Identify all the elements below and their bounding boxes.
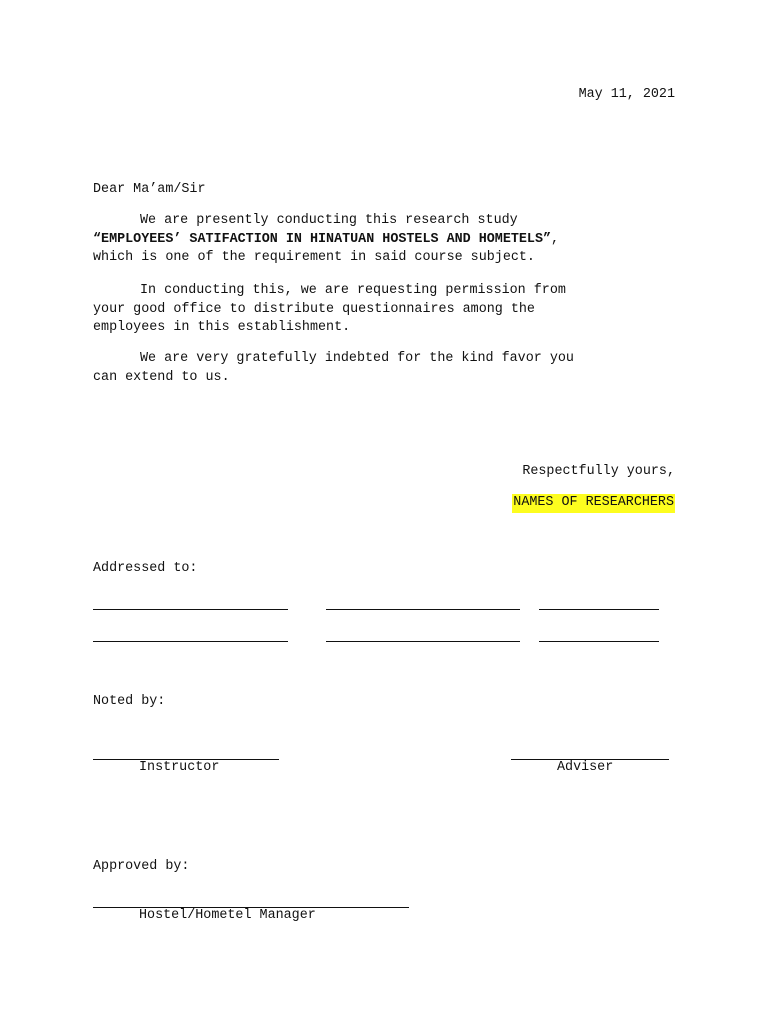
letter-date: May 11, 2021 (578, 87, 675, 102)
paragraph-1-line-3: which is one of the requirement in said course subject. (93, 250, 535, 266)
addressee-line-2c[interactable] (539, 641, 659, 642)
manager-label: Hostel/Hometel Manager (139, 908, 316, 923)
addressee-line-1a[interactable] (93, 609, 288, 610)
paragraph-2-line-3: employees in this establishment. (93, 320, 351, 336)
study-title-comma: , (551, 231, 560, 247)
addressee-line-2b[interactable] (326, 641, 520, 642)
researchers-names-highlight: NAMES OF RESEARCHERS (512, 494, 675, 513)
paragraph-3-line-2: can extend to us. (93, 369, 230, 385)
noted-by-label: Noted by: (93, 694, 166, 709)
paragraph-1-line-1: We are presently conducting this research study (140, 213, 518, 228)
paragraph-2-line-1: In conducting this, we are requesting permission from (140, 283, 566, 298)
salutation: Dear Ma’am/Sir (93, 182, 206, 197)
addressed-to-label: Addressed to: (93, 561, 198, 576)
paragraph-2-line-2: your good office to distribute questionnaires among the (93, 301, 535, 317)
instructor-label: Instructor (139, 760, 220, 775)
paragraph-1-line-2 (93, 231, 675, 250)
approved-by-label: Approved by: (93, 859, 190, 874)
addressee-line-2a[interactable] (93, 641, 288, 642)
closing: Respectfully yours, (522, 464, 675, 479)
paragraph-3-line-1: We are very gratefully indebted for the kind favor you (140, 351, 574, 366)
addressee-line-1b[interactable] (326, 609, 520, 610)
paragraph-2 (93, 282, 675, 338)
study-title: “EMPLOYEES’ SATIFACTION IN HINATUAN HOSTELS AND HOMETELS” (93, 231, 552, 247)
paragraph-1 (93, 212, 675, 268)
addressee-line-1c[interactable] (539, 609, 659, 610)
adviser-label: Adviser (557, 760, 614, 775)
paragraph-3 (93, 350, 675, 387)
